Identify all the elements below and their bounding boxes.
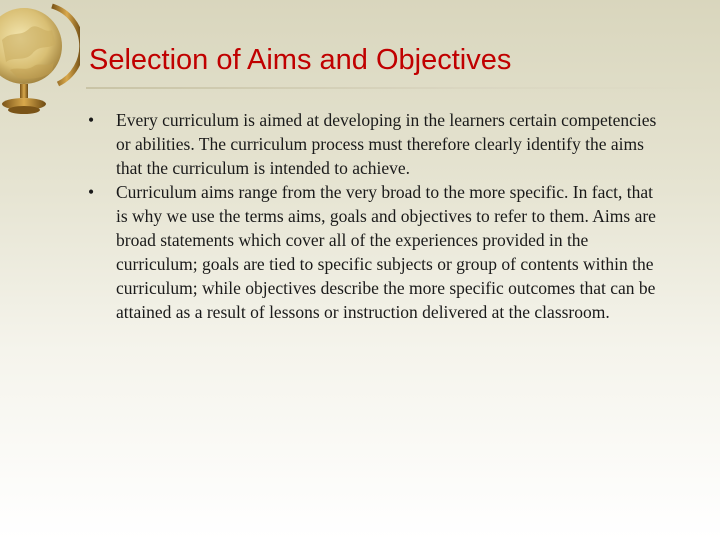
globe-icon [0, 0, 80, 120]
bullet-item [88, 108, 668, 180]
bullet-text: Curriculum aims range from the very broad to the more specific. In fact, that is why we use the terms aims, goals and objectives to refer to them. Aims are broad statements which cover all of the experiences provided in the curriculum; goals are tied to specific subjects or group of contents within the curriculum; while objectives describe the more specific outcomes that can be attained as a result of lessons or instruction delivered at the classroom. [116, 182, 656, 322]
bullet-list [88, 108, 668, 324]
bullet-text: Every curriculum is aimed at developing in the learners certain competencies or abilities. The curriculum process must therefore clearly identify the aims that the curriculum is intended to achieve. [116, 110, 657, 178]
slide-title: Selection of Aims and Objectives [89, 44, 512, 76]
bullet-marker: • [88, 110, 95, 130]
title-divider [86, 87, 720, 89]
bullet-marker: • [88, 182, 95, 202]
bullet-item [88, 180, 668, 324]
